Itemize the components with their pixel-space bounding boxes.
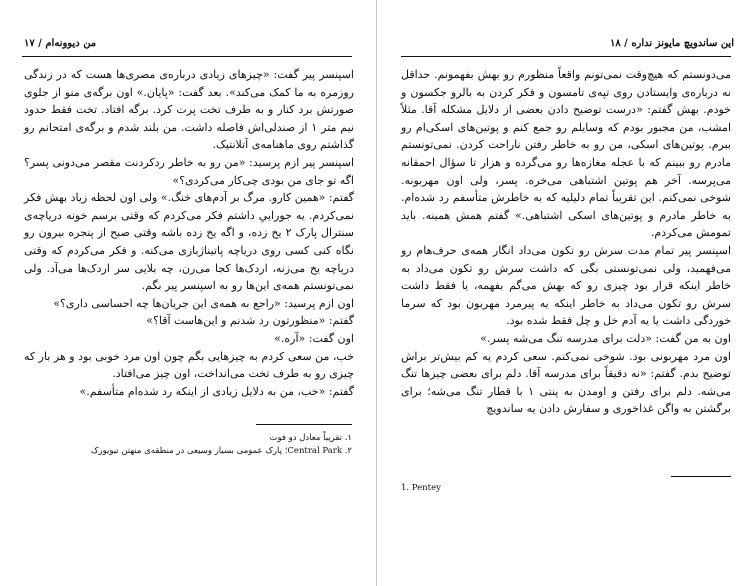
- right-footnote-rule: [671, 476, 731, 477]
- paragraph: گفتم: «همین کارو. مرگ بر آدم‌های خنگ.» ولی اون لحظه زیاد بهش فکر نمی‌کردم. یه جوراییِ داشتم فکر می‌کردم که وقتی برسم خونه دریاچه‌ی سنترال پارک ۲ یخ زده، و اگه یخ زده باشه وقتی صبح از پنجره بیرون رو نگاه کنی کسی روی دریاچه پاتیناژبازی می‌کنه. و فکر می‌کردم که وقتی دریاچه یخ می‌زنه، اردک‌ها کجا می‌رن، چه بلایی سر اردک‌ها می‌آد. ولی نمی‌تونستم همه‌ی این‌ها رو به اسپنسر پیر بگم.: [24, 191, 354, 293]
- paragraph: اسپنسر پیر تمام مدت سرش رو تکون می‌داد انگار همه‌ی حرف‌هام رو می‌فهمید، ولی نمی‌تونستی بگی که داشت سرش رو تکون می‌داد به خاطر اینکه قرار بود چیزی رو که بهش می‌گم بفهمه، یا فقط داشت سرش رو تکون می‌داد به خاطر اینکه یه پیرمرد مهربون بود که سرما خوردگی داشت یا یه آدم خل و چل فقط شده بود.: [401, 243, 731, 328]
- right-page-header: ۱۸ / این ساندویچ مایونز نداره: [609, 38, 734, 49]
- left-page-header: من دیوونه‌ام / ۱۷: [24, 38, 97, 49]
- paragraph: اون به من گفت: «دلت برای مدرسه تنگ می‌شه پسر.»: [480, 331, 731, 345]
- footnote: ۱. تقریباً معادل دو فوت: [269, 433, 352, 443]
- paragraph: می‌دونستم که هیچ‌وقت نمی‌تونم واقعاً منظورم رو بهش بفهمونم. حداقل نه درباره‌ی وایستادن روی تپه‌ی تامسون و فکر کردن به بالرو جکسون و خودم. بهش گفتم: «درست توضیح دادن بعضی از دلایل مشکله آقا. مثلاً امشب، من مجبور بودم که وسایلم رو جمع کنم و پوتین‌های اسکی‌ام رو ببرم. پوتین‌های اسکی، من رو به خاطر رفتن ناراحت کردن. نمی‌تونستم مادرم رو ببینم که با عجله مغازه‌ها رو می‌گرده و هزار تا سؤال احمقانه می‌پرسه. آخر هم پوتین اشتباهی می‌خره. پسر، ولی اون مهربونه. شوخی نمی‌کنم. این تقریباً تمام دلیلیه که به خاطرش متأسفم رد شده‌ام. به خاطر مادرم و پوتین‌های اسکی اشتباهی.» گفتم همش همینه. باید تمومش می‌کردم.: [401, 68, 731, 240]
- left-footnotes: [24, 432, 352, 458]
- paragraph: اسپنسر پیر ازم پرسید: «من رو به خاطر ردکردنت مقصر می‌دونی پسر؟ اگه تو جای من بودی چی‌کار می‌کردی؟»: [24, 155, 354, 187]
- paragraph: اون مرد مهربونی بود. شوخی نمی‌کنم. سعی کردم یه کم بیش‌تر براش توضیح بدم. گفتم: «نه دقیقاً برای مدرسه آقا. دلم برای بعضی چیزها تنگ می‌شه. دلم برای رفتن و اومدن به پنتی ۱ با قطار تنگ می‌شه؛ برای برگشتن به واگن غذاخوری و سفارش دادن یه ساندویچ: [401, 349, 731, 416]
- paragraph: اون گفت: «آره.»: [274, 331, 354, 345]
- left-footnote-rule: [256, 424, 352, 425]
- right-page-body: [401, 66, 731, 418]
- right-header-rule: [401, 56, 731, 57]
- footnote: ۲. Central Park؛ پارک عمومی بسیار وسیعی در منطقه‌ی منهتن نیویورک: [90, 446, 352, 456]
- left-header-rule: [22, 56, 352, 57]
- footnote: 1. Pentey: [401, 483, 441, 493]
- paragraph: خب، من سعی کردم به چیزهایی بگم چون اون مرد خوبی بود و هر بار که چیزی رو به طرف تخت می‌انداخت، اون چیز می‌افتاد.: [24, 349, 354, 381]
- paragraph: گفتم: «منظورتون رد شدنم و این‌هاست آقا؟»: [146, 314, 354, 328]
- left-page-body: [24, 66, 354, 400]
- right-footnotes: [401, 482, 731, 495]
- right-page: [377, 0, 754, 586]
- paragraph: گفتم: «خب، من به دلایل زیادی از اینکه رد شده‌ام متأسفم.»: [79, 384, 354, 398]
- paragraph: اون ازم پرسید: «راجع به همه‌ی این جریان‌ها چه احساسی داری؟»: [53, 296, 354, 310]
- paragraph: اسپنسر پیر گفت: «چیزهای زیادی درباره‌ی مصری‌ها هست که در زندگی روزمره به ما کمک می‌کند». بعد گفت: «پایان.» اون برگه‌ی منو از جلوی صورتش برد کنار و به طرف تخت پرت کرد. برگه افتاد. تخت فقط حدود نیم متر ۱ از صندلی‌اش فاصله داشت. من بلند شدم و برگه‌ی امتحانم رو گذاشتم روی ماهنامه‌ی آتلانتیک.: [24, 68, 354, 152]
